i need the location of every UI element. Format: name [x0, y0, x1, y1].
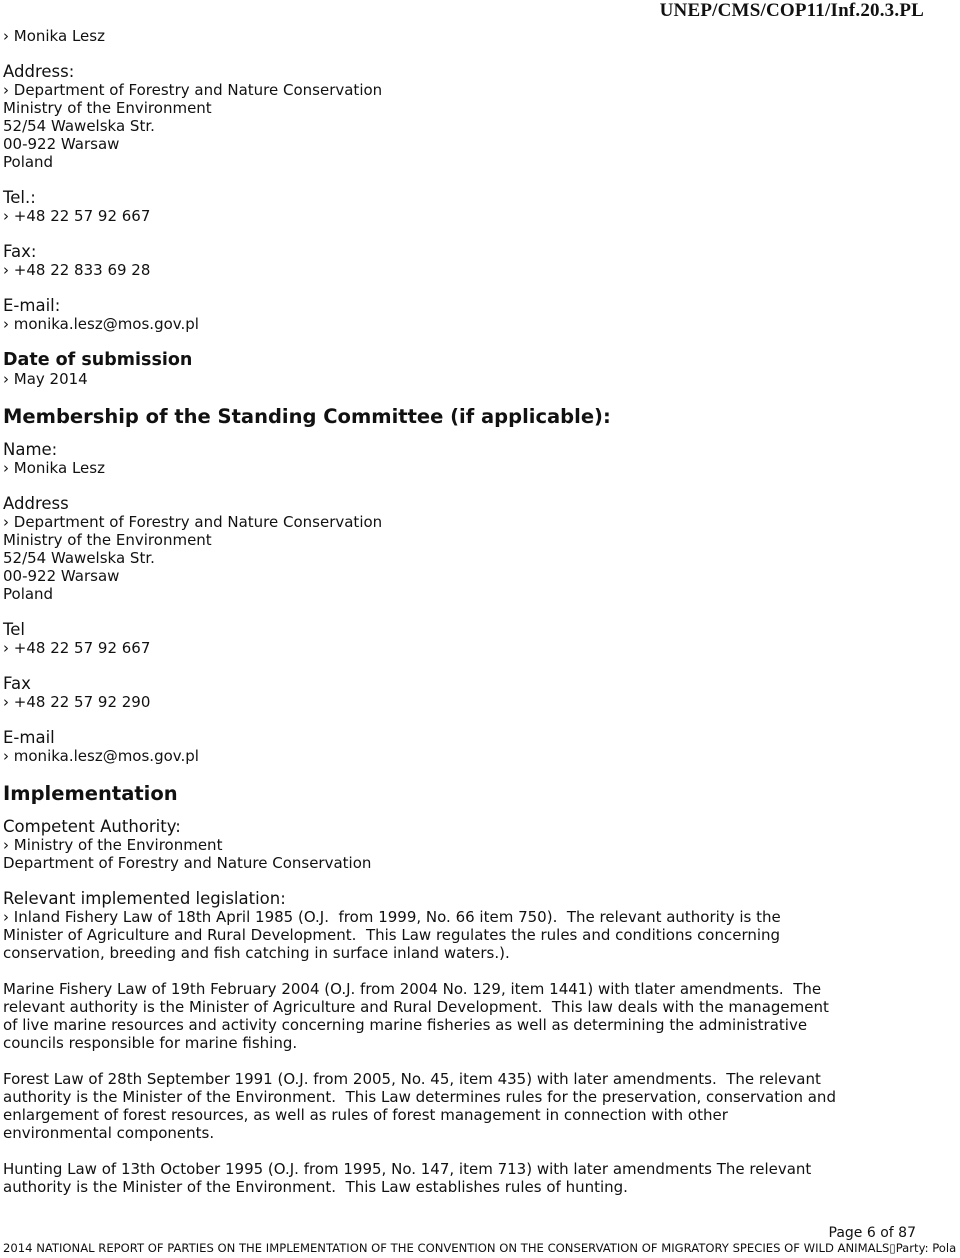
contact-address-line: Ministry of the Environment [3, 99, 212, 117]
sc-address-block [3, 494, 843, 603]
sc-address-line: 00-922 Warsaw [3, 567, 120, 585]
document-id: UNEP/CMS/COP11/Inf.20.3.PL [659, 0, 924, 21]
page-number: Page 6 of 87 [828, 1225, 916, 1241]
legislation-paragraph: Forest Law of 28th September 1991 (O.J. from 2005, No. 45, item 435) with later amendments. The relevant authority is the Minister of the Environment. This Law determines rules for the preservation, conservation and enlargement of forest resources, as well as rules of forest management in connection with other environmental components. [3, 1070, 836, 1142]
sc-email-label: E-mail [3, 728, 55, 747]
contact-email-label: E-mail: [3, 296, 61, 315]
implementation-heading-block [3, 782, 843, 805]
contact-address-line: 00-922 Warsaw [3, 135, 120, 153]
sc-email-block [3, 728, 843, 765]
sc-email-value: › monika.lesz@mos.gov.pl [3, 747, 199, 765]
sc-fax-label: Fax [3, 674, 31, 693]
legislation-paragraph: › Inland Fishery Law of 18th April 1985 (O.J. from 1999, No. 66 item 750). The relevant authority is the Minister of Agriculture and Rural Development. This Law regulates the rules and conditions concerning conservation, breeding and fish catching in surface inland waters.). [3, 908, 781, 962]
authority-label: Competent Authority: [3, 817, 181, 836]
authority-line: Department of Forestry and Nature Conservation [3, 854, 372, 872]
contact-name-block [3, 27, 843, 45]
contact-address-block [3, 62, 843, 171]
authority-block [3, 817, 843, 872]
sc-address-line: 52/54 Wawelska Str. [3, 549, 155, 567]
contact-address-label: Address: [3, 62, 75, 81]
contact-email-block [3, 296, 843, 333]
report-content [3, 27, 843, 1214]
sc-address-line: Ministry of the Environment [3, 531, 212, 549]
contact-address-line: 52/54 Wawelska Str. [3, 117, 155, 135]
contact-tel-label: Tel.: [3, 188, 36, 207]
footer-report-title: 2014 NATIONAL REPORT OF PARTIES ON THE IMPLEMENTATION OF THE CONVENTION ON THE CONSERVATION OF MIGRATORY SPECIES OF WILD ANIMALS▯Party: Pola [3, 1241, 957, 1255]
contact-address-line: Poland [3, 153, 54, 171]
sc-address-line: Poland [3, 585, 54, 603]
sc-name-label: Name: [3, 440, 58, 459]
authority-line: › Ministry of the Environment [3, 836, 223, 854]
legislation-paragraph: Marine Fishery Law of 19th February 2004 (O.J. from 2004 No. 129, item 1441) with tlater amendments. The relevant authority is the Minister of Agriculture and Rural Development. This law deals with the management of live marine resources and activity concerning marine fisheries as well as determining the administrative councils responsible for marine fishing. [3, 980, 829, 1052]
contact-address-line: › Department of Forestry and Nature Conservation [3, 81, 383, 99]
sc-tel-value: › +48 22 57 92 667 [3, 639, 151, 657]
sc-name-block [3, 440, 843, 477]
contact-email-value: › monika.lesz@mos.gov.pl [3, 315, 199, 333]
sc-tel-label: Tel [3, 620, 26, 639]
sc-name-value: › Monika Lesz [3, 459, 105, 477]
contact-tel-block [3, 188, 843, 225]
legislation-block [3, 889, 843, 1196]
sc-address-label: Address [3, 494, 69, 513]
legislation-paragraph: Hunting Law of 13th October 1995 (O.J. from 1995, No. 147, item 713) with later amendments The relevant authority is the Minister of the Environment. This Law establishes rules of hunting. [3, 1160, 812, 1196]
sc-fax-block [3, 674, 843, 711]
contact-fax-label: Fax: [3, 242, 37, 261]
legislation-label: Relevant implemented legislation: [3, 889, 286, 908]
standing-committee-heading-block [3, 405, 843, 428]
submission-date: › May 2014 [3, 370, 88, 388]
implementation-title: Implementation [3, 782, 178, 805]
submission-block [3, 350, 843, 388]
sc-tel-block [3, 620, 843, 657]
standing-committee-title: Membership of the Standing Committee (if applicable): [3, 405, 611, 428]
contact-fax-block [3, 242, 843, 279]
contact-name: › Monika Lesz [3, 27, 105, 45]
sc-address-line: › Department of Forestry and Nature Conservation [3, 513, 383, 531]
submission-label: Date of submission [3, 350, 193, 370]
sc-fax-value: › +48 22 57 92 290 [3, 693, 151, 711]
contact-tel-value: › +48 22 57 92 667 [3, 207, 151, 225]
contact-fax-value: › +48 22 833 69 28 [3, 261, 151, 279]
